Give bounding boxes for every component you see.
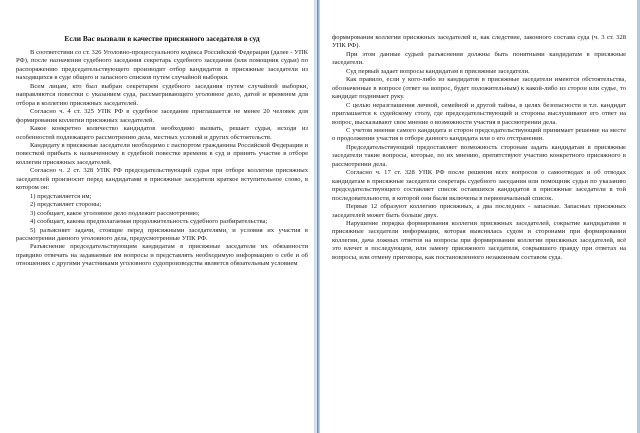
right-paragraphs [332,34,626,262]
paragraph: Согласно ч. 2 ст. 328 УПК РФ председательствующий судья при отборе коллегии присяжных заседателей произносит перед кандидатами в присяжные заседатели краткое вступительное слово, в котором он: [16,167,308,192]
left-paragraphs [16,49,308,193]
paragraph: В соответствии со ст. 326 Уголовно-процессуального кодекса Российской Федерации (далее - УПК РФ), после назначения судебного заседания секретарь судебного заседания (или помощник судьи) по распоряжению председательствующего производит отбор кандидатов в присяжные заседатели из находящихся в суде общего и запасного списков путем случайной выборки. [16,49,308,82]
paragraph: Какое конкретно количество кандидатов необходимо вызвать, решает судья, исходя из особенностей подлежащего рассмотрению дела, местных условий и других обстоятельств. [16,125,308,141]
right-page [320,0,640,433]
list-item: 3) сообщает, какое уголовное дело подлежит рассмотрению; [30,209,200,217]
paragraph: Кандидату в присяжные заседатели необходимо с паспортом гражданина Российской Федерации и повесткой прибыть к назначенному в судебной повестке времени в суд и принять участие в отборе коллегии присяжных заседателей. [16,141,308,166]
paragraph: Согласно ч. 4 ст. 325 УПК РФ в судебное заседание приглашается не менее 20 человек для формирования коллегии присяжных заседателей. [16,108,308,124]
paragraph: Первые 12 образуют коллегию присяжных, а два последних - запасные. Запасных присяжных заседателей может быть больше двух. [332,203,626,219]
page-divider [317,0,318,433]
list-item: 2) представляет стороны; [30,201,102,209]
document-title: Если Вас вызвали в качестве присяжного заседателя в суд [64,34,260,43]
left-paragraphs-continued [16,243,308,268]
paragraph: Суд первый задает вопросы кандидатам в присяжные заседатели. [346,67,530,75]
list-item: 4) сообщает, какова предполагаемая продолжительность судебного разбирательства; [30,218,268,226]
list-item: 5) разъясняет задачи, стоящие перед присяжными заседателями, и условия их участия в рассмотрении данного уголовного дела, предусмотренные УПК РФ. [16,226,308,242]
paragraph: При этом данные судьей разъяснения должны быть понятными кандидатам в присяжные заседатели. [332,50,626,67]
paragraph: Как правило, если у кого-либо из кандидатов в присяжные заседатели имеются обстоятельства, обозначенные в вопросе (ответ на вопрос, будет положительным) к какой-либо из сторон или судье, то кандидат поднимает руку. [332,76,626,101]
paragraph: С учетом мнения самого кандидата и сторон председательствующий принимает решение на месте о продолжении участия в отборе данного кандидата или о его отстранении. [332,126,626,143]
paragraph: Председательствующий предоставляет возможность сторонам задать кандидатам в присяжные заседатели такие вопросы, которые, по их мнению, препятствуют участию конкретного присяжного в рассмотрении дела. [332,143,626,168]
intro-speech-list [16,193,308,244]
paragraph: Согласно ч. 17 ст. 328 УПК РФ после решения всех вопросов о самоотводах и об отводах кандидатам в присяжные заседатели секретарь судебного заседания или помощник судьи по указанию председательствующего составляет список оставшихся кандидатов в присяжные заседатели в той последовательности, в которой они были включены в первоначальный список. [332,169,626,202]
paragraph: Всем лицам, кто был выбран секретарем судебного заседания путем случайной выборки, направляются повестки с указанием суда, рассматривающего уголовное дело, датой и временем для отбора в коллегию присяжных заседателей. [16,82,308,107]
paragraph: Разъяснение председательствующим кандидатам в присяжные заседатели их обязанности правдиво отвечать на задаваемые им вопросы и представлять необходимую информацию о себе и об отношениях с другими участниками уголовного судопроизводства является обязательным условием [16,243,308,268]
paragraph: Нарушение порядка формирования коллегии присяжных заседателей, сокрытие кандидатами в присяжные заседатели информации, которая выяснялась судом и сторонами при формировании коллегии, дача ложных ответов на вопросы при формировании коллегии присяжных заседателей, всё это влечет в последующем, или замену присяжного заседателя, сокрывшего правду при ответах на вопросы, или отмену приговора, как постановленного незаконным составом суда. [332,219,626,261]
left-page [0,0,314,433]
paragraph: формирования коллегии присяжных заседателей и, как следствие, законного состава суда (ч. 3 ст. 328 УПК РФ). [332,34,626,50]
paragraph: С целью неразглашения личной, семейной и другой тайны, в целях безопасности и т.п. кандидат приглашается к судейскому столу, где председательствующий и стороны выслушивают его ответ на вопрос, высказывают свое мнение о возможности участия в рассмотрении дела. [332,101,626,126]
list-item: 1) представляется им; [30,192,92,200]
